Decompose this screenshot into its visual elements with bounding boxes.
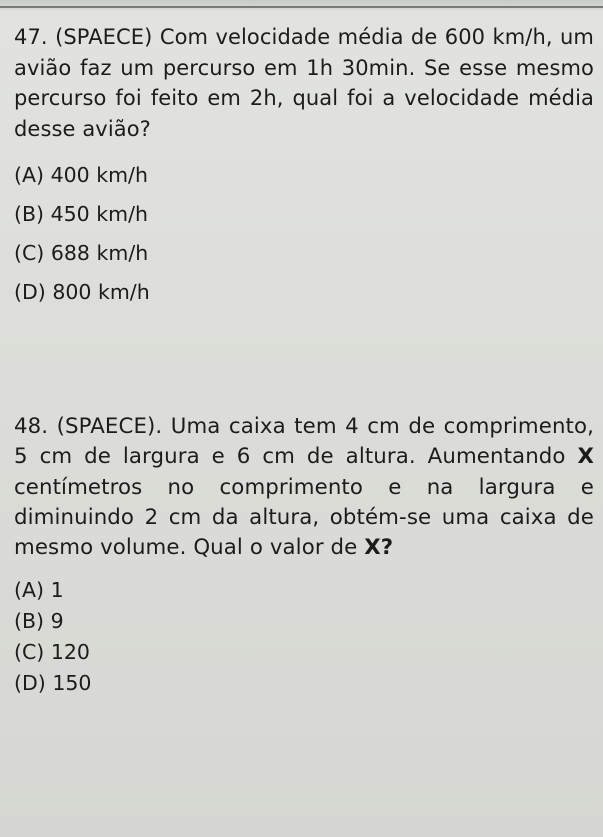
option-letter: (C) [14, 241, 45, 265]
question-48-variable: X [577, 444, 594, 470]
question-47-option-c [14, 234, 594, 273]
question-48-option-d [14, 668, 594, 699]
question-48 [14, 412, 594, 699]
question-48-source: (SPAECE). [56, 414, 163, 439]
question-47-text: Com velocidade média de 600 km/h, um avião faz um percurso em 1h 30min. Se esse mesmo percurso foi feito em 2h, qual foi a velocidade média desse avião? [14, 25, 594, 141]
option-value: 450 km/h [50, 202, 148, 226]
question-48-text-end: centímetros no comprimento e na largura e diminuindo 2 cm da altura, obtém-se uma caixa de mesmo volume. Qual o valor de [14, 474, 594, 561]
option-value: 800 km/h [52, 280, 150, 304]
question-48-option-b [14, 606, 594, 637]
option-value: 1 [50, 578, 64, 603]
option-value: 400 km/h [50, 163, 148, 187]
question-48-number: 48. [14, 414, 49, 439]
question-48-stem [14, 412, 594, 563]
question-48-option-c [14, 637, 594, 668]
top-divider [0, 0, 603, 10]
option-value: 688 km/h [50, 241, 149, 265]
option-value: 120 [50, 640, 90, 665]
option-letter: (B) [14, 202, 45, 226]
option-letter: (A) [14, 578, 45, 603]
question-48-options [14, 575, 594, 698]
question-47-stem [14, 22, 594, 144]
question-47-option-b [14, 195, 594, 234]
question-47-option-a [14, 156, 594, 195]
question-47-source: (SPAECE) [55, 25, 153, 49]
question-48-question-mark: ? [380, 535, 394, 561]
question-48-variable-end: X [364, 535, 381, 561]
option-value: 9 [50, 609, 64, 634]
question-47-number: 47. [14, 25, 48, 49]
option-letter: (C) [14, 640, 45, 665]
question-47-options [14, 156, 594, 312]
option-value: 150 [52, 670, 92, 695]
option-letter: (B) [14, 609, 45, 634]
question-47-option-d [14, 273, 594, 312]
question-47 [14, 22, 594, 312]
question-48-text-start: Uma caixa tem 4 cm de comprimento, 5 cm de largura e 6 cm de altura. Aumentando [14, 414, 595, 470]
question-48-option-a [14, 575, 594, 606]
option-letter: (D) [14, 670, 46, 695]
option-letter: (D) [14, 280, 46, 304]
option-letter: (A) [14, 163, 45, 187]
